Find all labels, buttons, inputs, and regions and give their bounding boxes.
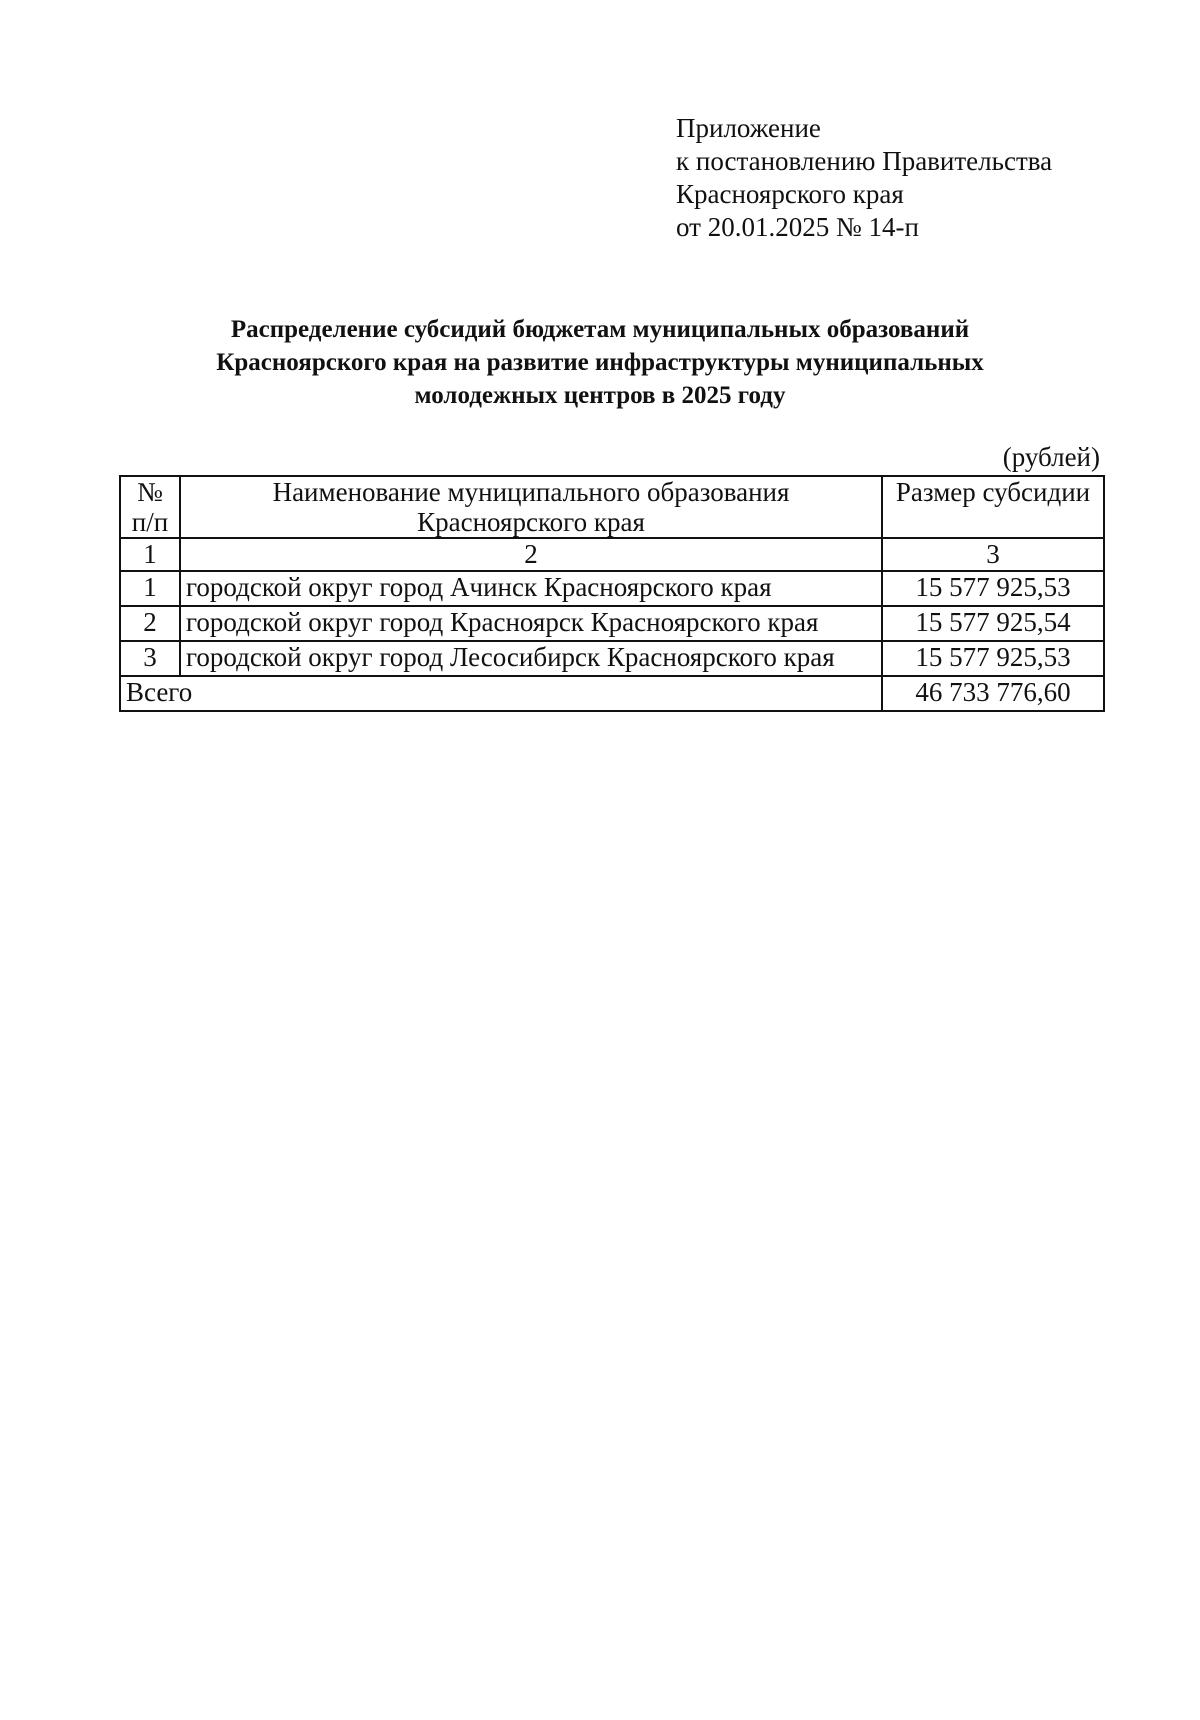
subsidy-table bbox=[119, 475, 1105, 712]
header-number-line2: п/п bbox=[131, 507, 169, 537]
appendix-line: Красноярского края bbox=[676, 179, 904, 209]
header-amount: Размер субсидии bbox=[882, 476, 1104, 538]
row-amount: 15 577 925,53 bbox=[882, 571, 1104, 606]
column-index: 1 bbox=[120, 538, 180, 571]
table-row bbox=[120, 641, 1104, 676]
header-number bbox=[120, 476, 180, 538]
table-row bbox=[120, 571, 1104, 606]
appendix-block bbox=[676, 112, 1052, 244]
header-name-line2: Красноярского края bbox=[417, 507, 645, 537]
row-name: городской округ город Лесосибирск Красноярского края bbox=[180, 641, 882, 676]
row-name: городской округ город Ачинск Красноярского края bbox=[180, 571, 882, 606]
title-line: Красноярского края на развитие инфраструктуры муниципальных bbox=[216, 349, 984, 376]
header-number-line1: № bbox=[137, 477, 163, 507]
column-index-row bbox=[120, 538, 1104, 571]
row-number: 1 bbox=[120, 571, 180, 606]
row-number: 2 bbox=[120, 606, 180, 641]
total-amount: 46 733 776,60 bbox=[882, 676, 1104, 711]
table-row bbox=[120, 606, 1104, 641]
appendix-line: к постановлению Правительства bbox=[676, 146, 1053, 176]
appendix-line: от 20.01.2025 № 14-п bbox=[676, 212, 919, 242]
total-row bbox=[120, 676, 1104, 711]
header-name bbox=[180, 476, 882, 538]
row-name: городской округ город Красноярск Красноярского края bbox=[180, 606, 882, 641]
appendix-line: Приложение bbox=[676, 113, 821, 143]
column-index: 3 bbox=[882, 538, 1104, 571]
row-number: 3 bbox=[120, 641, 180, 676]
table-header-row bbox=[120, 476, 1104, 538]
total-label: Всего bbox=[120, 676, 882, 711]
row-amount: 15 577 925,53 bbox=[882, 641, 1104, 676]
column-index: 2 bbox=[180, 538, 882, 571]
row-amount: 15 577 925,54 bbox=[882, 606, 1104, 641]
title-line: Распределение субсидий бюджетам муниципальных образований bbox=[230, 316, 970, 343]
units-label: (рублей) bbox=[1002, 442, 1100, 472]
title-line: молодежных центров в 2025 году bbox=[414, 382, 786, 409]
document-title bbox=[120, 313, 1080, 412]
header-name-line1: Наименование муниципального образования bbox=[272, 477, 790, 507]
